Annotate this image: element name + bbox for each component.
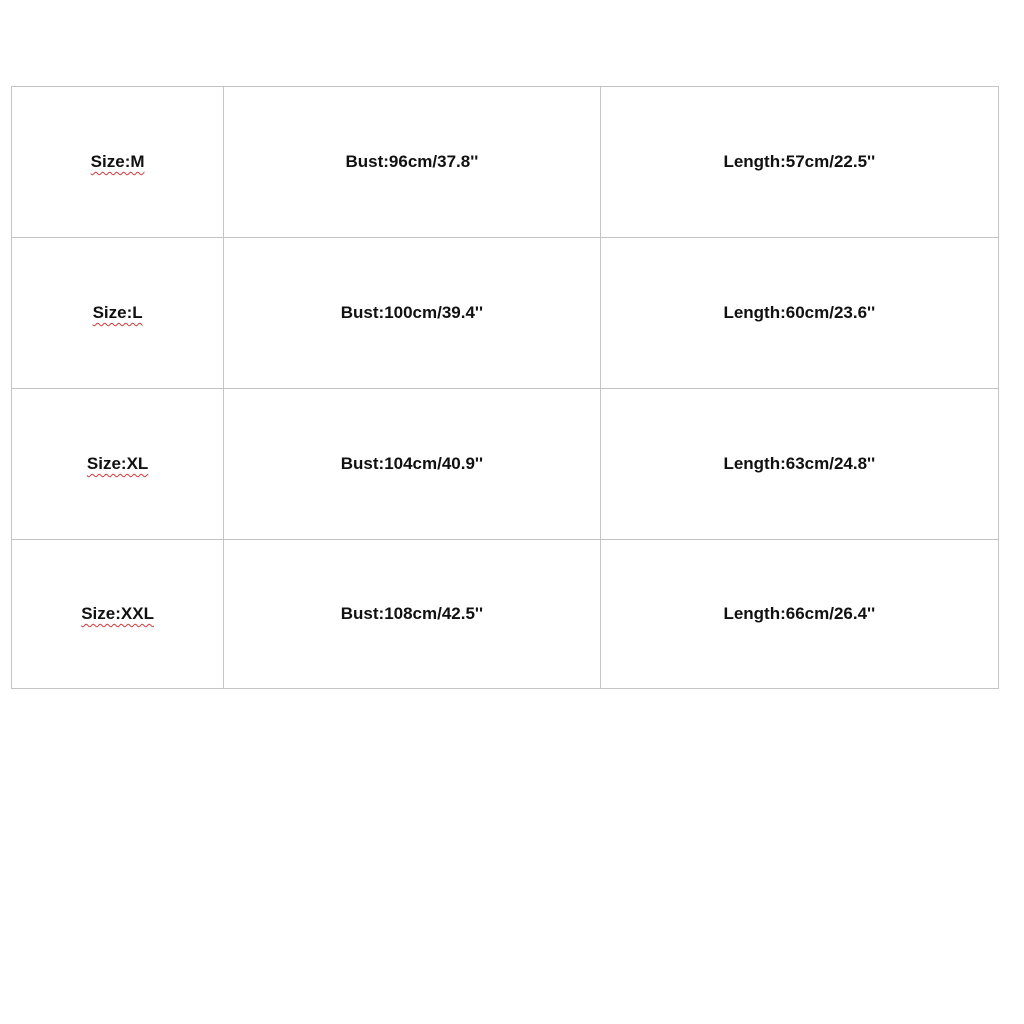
bust-cell: Bust:96cm/37.8''	[224, 87, 600, 238]
length-cell: Length:57cm/22.5''	[600, 87, 998, 238]
length-cell: Length:63cm/24.8''	[600, 389, 998, 540]
length-cell: Length:60cm/23.6''	[600, 238, 998, 389]
size-label: Size:XXL	[81, 604, 154, 623]
table-row	[12, 389, 999, 540]
size-cell	[12, 540, 224, 689]
size-cell	[12, 389, 224, 540]
length-cell: Length:66cm/26.4''	[600, 540, 998, 689]
size-cell	[12, 238, 224, 389]
size-label: Size:M	[90, 152, 145, 171]
table-row	[12, 540, 999, 689]
bust-cell: Bust:100cm/39.4''	[224, 238, 600, 389]
table-row	[12, 87, 999, 238]
table-row	[12, 238, 999, 389]
bust-cell: Bust:108cm/42.5''	[224, 540, 600, 689]
size-chart-table	[11, 86, 999, 689]
bust-cell: Bust:104cm/40.9''	[224, 389, 600, 540]
size-cell	[12, 87, 224, 238]
size-label: Size:L	[92, 303, 143, 322]
size-label: Size:XL	[86, 454, 149, 473]
